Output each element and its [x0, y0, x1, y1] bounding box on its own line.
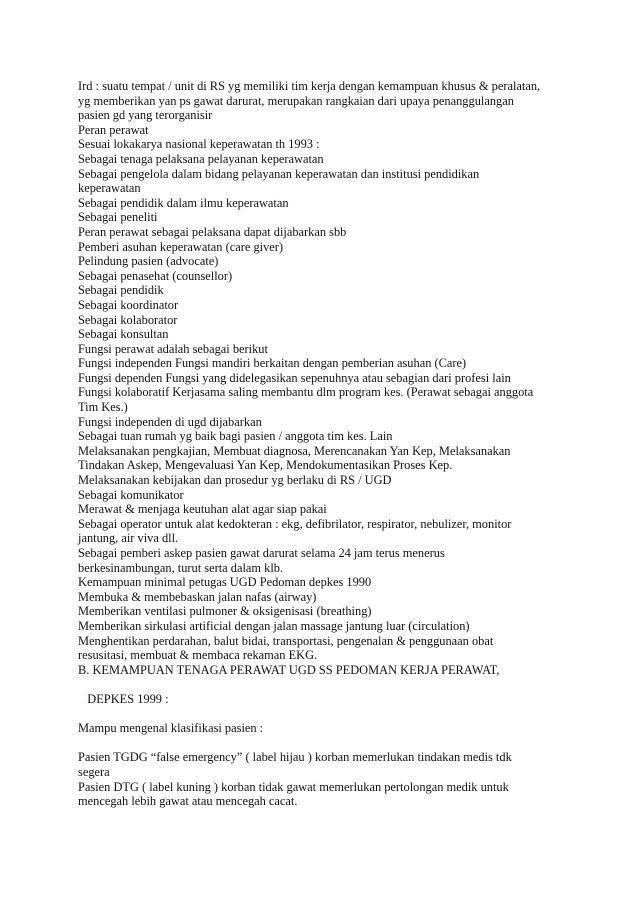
text-line: jantung, air viva dll. — [78, 531, 179, 546]
text-line: resusitasi, membuat & membaca rekaman EKG. — [78, 648, 318, 663]
text-line: pasien gd yang terorganisir — [78, 108, 213, 123]
document-body — [78, 79, 578, 809]
text-line: Sebagai peneliti — [78, 210, 158, 225]
text-line: Peran perawat — [78, 122, 149, 137]
text-line: Ird : suatu tempat / unit di RS yg memiliki tim kerja dengan kemampuan khusus & peralatan, — [78, 79, 541, 93]
text-line: Mampu mengenal klasifikasi pasien : — [78, 721, 264, 736]
text-line: Sebagai pemberi askep pasien gawat darurat selama 24 jam terus menerus — [78, 546, 445, 560]
text-line: Pasien TGDG “false emergency” ( label hijau ) korban memerlukan tindakan medis tdk — [78, 750, 512, 765]
text-line: Sebagai operator untuk alat kedokteran : ekg, defibrilator, respirator, nebulizer, monitor — [78, 516, 512, 531]
text-line: Sebagai pendidik dalam ilmu keperawatan — [78, 195, 289, 210]
text-line: Sebagai komunikator — [78, 487, 184, 502]
text-line: Merawat & menjaga keutuhan alat agar siap pakai — [78, 502, 327, 517]
text-line: Fungsi independen Fungsi mandiri berkaitan dengan pemberian asuhan (Care) — [78, 356, 467, 371]
text-line: Pemberi asuhan keperawatan (care giver) — [78, 239, 284, 254]
text-line: Menghentikan perdarahan, balut bidai, transportasi, pengenalan & penggunaan obat — [78, 633, 494, 648]
text-line: Sebagai koordinator — [78, 297, 179, 312]
text-line: Sebagai konsultan — [78, 327, 169, 342]
text-line: Sebagai kolaborator — [78, 312, 178, 327]
text-line: Peran perawat sebagai pelaksana dapat dijabarkan sbb — [78, 224, 347, 239]
text-line: Fungsi kolaboratif Kerjasama saling membantu dlm program kes. (Perawat sebagai anggota — [78, 385, 534, 400]
text-line: segera — [78, 764, 110, 779]
text-line: Memberikan sirkulasi artificial dengan jalan massage jantung luar (circulation) — [78, 618, 470, 633]
text-line: Fungsi dependen Fungsi yang didelegasikan sepenuhnya atau sebagian dari profesi lain — [78, 370, 511, 385]
text-line: Tim Kes.) — [78, 400, 128, 415]
blank-line — [78, 707, 578, 722]
text-line: Fungsi perawat adalah sebagai berikut — [78, 341, 268, 356]
blank-line — [78, 677, 578, 692]
text-line: Sebagai tenaga pelaksana pelayanan keperawatan — [78, 151, 324, 166]
text-line: yg memberikan yan ps gawat darurat, merupakan rangkaian dari upaya penanggulangan — [78, 93, 514, 108]
text-line: Sebagai penasehat (counsellor) — [78, 268, 233, 283]
text-line: Melaksanakan kebijakan dan prosedur yg berlaku di RS / UGD — [78, 473, 392, 488]
blank-line — [78, 736, 578, 751]
text-line: Melaksanakan pengkajian, Membuat diagnosa, Merencanakan Yan Kep, Melaksanakan — [78, 443, 511, 458]
text-line: Fungsi independen di ugd dijabarkan — [78, 414, 262, 429]
text-line: Sebagai tuan rumah yg baik bagi pasien / anggota tim kes. Lain — [78, 429, 393, 444]
text-line: Memberikan ventilasi pulmoner & oksigenisasi (breathing) — [78, 604, 372, 619]
text-line: Membuka & membebaskan jalan nafas (airway) — [78, 589, 317, 604]
text-line: keperawatan — [78, 181, 141, 196]
text-line: Pasien DTG ( label kuning ) korban tidak gawat memerlukan pertolongan medik untuk — [78, 779, 509, 794]
text-line: Kemampuan minimal petugas UGD Pedoman depkes 1990 — [78, 575, 372, 590]
text-line: berkesinambungan, turut serta dalam klb. — [78, 560, 284, 575]
text-line: B. KEMAMPUAN TENAGA PERAWAT UGD SS PEDOMAN KERJA PERAWAT, — [78, 662, 500, 677]
text-line: Sesuai lokakarya nasional keperawatan th 1993 : — [78, 137, 320, 152]
text-line: Tindakan Askep, Mengevaluasi Yan Kep, Mendokumentasikan Proses Kep. — [78, 458, 453, 473]
text-line: mencegah lebih gawat atau mencegah cacat. — [78, 794, 298, 809]
text-line: DEPKES 1999 : — [78, 691, 169, 706]
text-line: Sebagai pengelola dalam bidang pelayanan keperawatan dan institusi pendidikan — [78, 166, 480, 181]
text-line: Pelindung pasien (advocate) — [78, 254, 219, 269]
text-line: Sebagai pendidik — [78, 283, 164, 298]
